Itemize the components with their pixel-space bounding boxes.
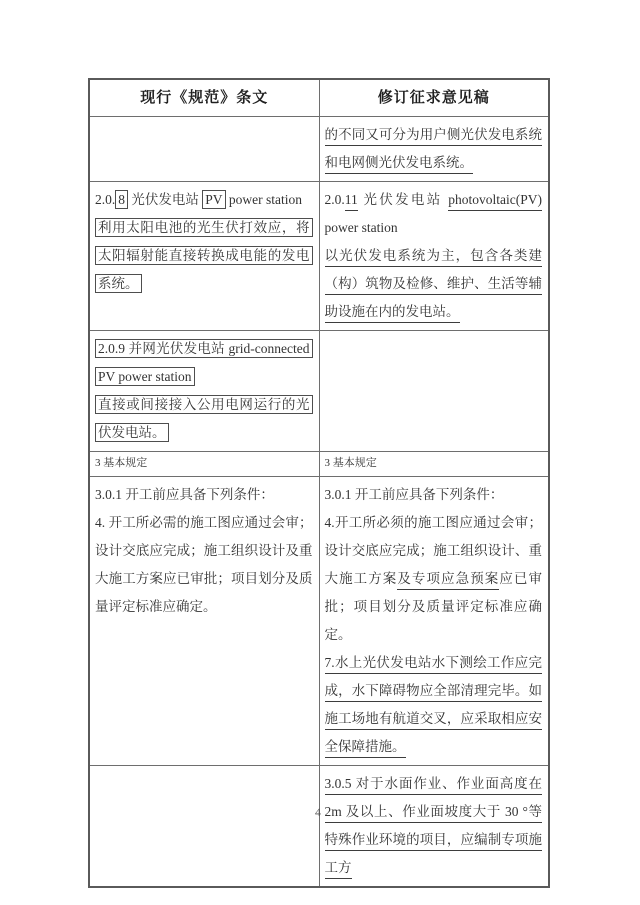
boxed-deleted-text: 2.0.9 并网光伏发电站 grid-connected PV power station	[95, 339, 313, 386]
paragraph	[325, 242, 543, 326]
text-segment: 4. 开工所必需的施工图应通过会审；设计交底应完成；施工组织设计及重大施工方案应已审批；项目划分及质量评定标准应确定。	[95, 514, 313, 614]
cell-left	[89, 181, 319, 330]
boxed-deleted-text: 8	[115, 190, 128, 209]
boxed-deleted-text: 直接或间接接入公用电网运行的光伏发电站。	[95, 395, 313, 442]
row-term-grid-connected-pv	[89, 330, 549, 451]
row-continuation-user-grid-side	[89, 116, 549, 181]
row-clause-3-0-1	[89, 476, 549, 765]
boxed-deleted-text: 利用太阳电池的光生伏打效应，将太阳辐射能直接转换成电能的发电系统。	[95, 218, 313, 293]
text-segment: 2.0.	[324, 191, 345, 207]
cell-left	[89, 476, 319, 765]
paragraph	[325, 770, 543, 882]
header-revision-draft: 修订征求意见稿	[319, 79, 549, 116]
underlined-added-text: photovoltaic(PV)	[448, 192, 542, 211]
row-section-basic-provisions	[89, 451, 549, 476]
cell-right	[319, 116, 549, 181]
text-segment: 应已审批；项目划分及质量评定标准应确定。	[324, 570, 543, 642]
paragraph	[95, 214, 313, 298]
underlined-added-text: 及专项应急预案	[397, 571, 499, 590]
page-number: 4	[315, 805, 321, 819]
paragraph	[325, 186, 543, 242]
text-segment: 3 基本规定	[95, 456, 148, 469]
cell-right	[319, 181, 549, 330]
underlined-added-text: 以光伏发电系统为主，包含各类建（构）筑物及检修、维护、生活等辅助设施在内的发电站。	[325, 248, 543, 323]
paragraph	[95, 456, 314, 471]
text-segment: 4.开工所必须的施工图应通过会审；设计交底应完成；施工组织设计、重大施工方案	[324, 514, 542, 586]
text-segment: 3 基本规定	[324, 456, 377, 469]
paragraph	[95, 391, 313, 447]
row-term-pv-power-station	[89, 181, 549, 330]
paragraph	[95, 481, 313, 509]
underlined-added-text: 的不同又可分为用户侧光伏发电系统和电网侧光伏发电系统。	[325, 127, 543, 174]
cell-right	[319, 765, 549, 887]
paragraph	[325, 121, 543, 177]
comparison-table	[88, 78, 550, 888]
text-segment: 3.0.1 开工前应具备下列条件：	[324, 486, 504, 502]
paragraph	[95, 186, 313, 214]
paragraph	[95, 335, 313, 391]
table-header-row	[89, 79, 549, 116]
text-segment: 光伏发电站	[128, 191, 203, 207]
text-segment: power station	[324, 219, 398, 235]
text-segment: power station	[225, 191, 303, 207]
boxed-deleted-text: PV	[202, 190, 225, 209]
underlined-added-text: 11	[345, 192, 358, 211]
paragraph	[325, 649, 543, 761]
paragraph	[95, 509, 313, 621]
cell-left	[89, 765, 319, 887]
paragraph	[325, 509, 543, 649]
cell-right	[319, 476, 549, 765]
cell-left	[89, 330, 319, 451]
paragraph	[325, 456, 544, 471]
paragraph	[325, 481, 543, 509]
text-segment: 光伏发电站	[357, 191, 449, 207]
cell-right	[319, 330, 549, 451]
text-segment: 2.0.	[95, 191, 116, 207]
row-clause-3-0-5	[89, 765, 549, 887]
text-segment: 3.0.1 开工前应具备下列条件：	[95, 486, 274, 502]
cell-right	[319, 451, 549, 476]
underlined-added-text: 3.0.5 对于水面作业、作业面高度在 2m 及以上、作业面坡度大于 30 °等特殊作业环境的项目，应编制专项施工方	[325, 776, 543, 879]
header-current-spec: 现行《规范》条文	[89, 79, 319, 116]
underlined-added-text: 7.水上光伏发电站水下测绘工作应完成，水下障碍物应全部清理完毕。如施工场地有航道交叉，应采取相应安全保障措施。	[325, 655, 543, 758]
cell-left	[89, 451, 319, 476]
cell-left	[89, 116, 319, 181]
